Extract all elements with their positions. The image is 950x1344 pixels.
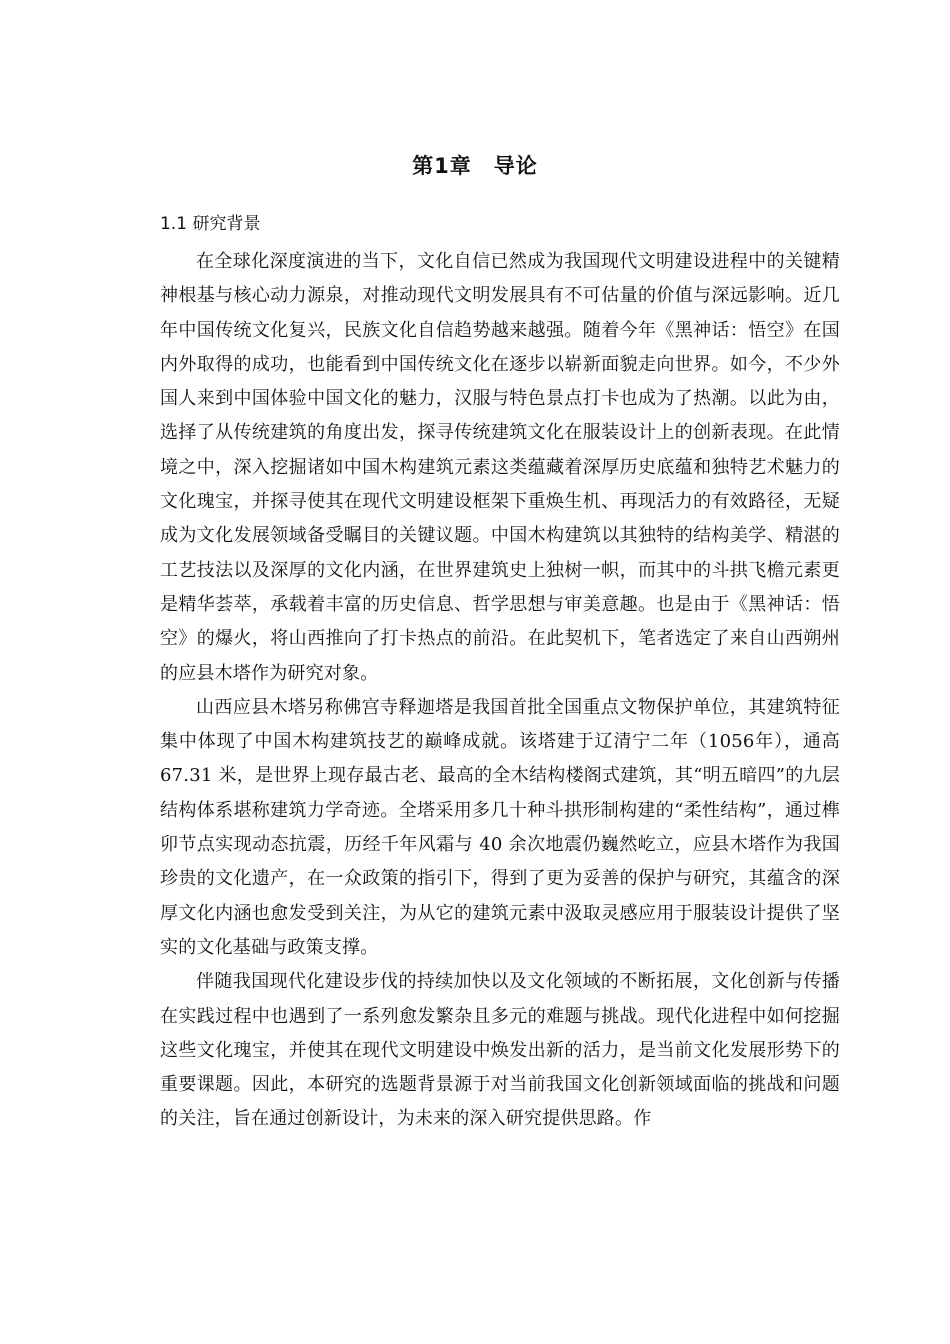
paragraph-1: 在全球化深度演进的当下，文化自信已然成为我国现代文明建设进程中的关键精神根基与核心动力源泉，对推动现代文明发展具有不可估量的价值与深远影响。近几年中国传统文化复兴，民族文化自信趋势越来越强。随着今年《黑神话：悟空》在国内外取得的成功，也能看到中国传统文化在逐步以崭新面貌走向世界。如今，不少外国人来到中国体验中国文化的魅力，汉服与特色景点打卡也成为了热潮。以此为由，选择了从传统建筑的角度出发，探寻传统建筑文化在服装设计上的创新表现。在此情境之中，深入挖掘诸如中国木构建筑元素这类蕴藏着深厚历史底蕴和独特艺术魅力的文化瑰宝，并探寻使其在现代文明建设框架下重焕生机、再现活力的有效路径，无疑成为文化发展领域备受瞩目的关键议题。中国木构建筑以其独特的结构美学、精湛的工艺技法以及深厚的文化内涵，在世界建筑史上独树一帜，而其中的斗拱飞檐元素更是精华荟萃，承载着丰富的历史信息、哲学思想与审美意趣。也是由于《黑神话：悟空》的爆火，将山西推向了打卡热点的前沿。在此契机下，笔者选定了来自山西朔州的应县木塔作为研究对象。 [160,251,840,684]
paragraph-2: 山西应县木塔另称佛宫寺释迦塔是我国首批全国重点文物保护单位，其建筑特征集中体现了中国木构建筑技艺的巅峰成就。该塔建于辽清宁二年（1056年），通高 67.31 米，是世界上现存最古老、最高的全木结构楼阁式建筑，其“明五暗四”的九层结构体系堪称建筑力学奇迹。全塔采用多几十种斗拱形制构建的“柔性结构”，通过榫卯节点实现动态抗震，历经千年风霜与 40 余次地震仍巍然屹立，应县木塔作为我国珍贵的文化遗产，在一众政策的指引下，得到了更为妥善的保护与研究，其蕴含的深厚文化内涵也愈发受到关注，为从它的建筑元素中汲取灵感应用于服装设计提供了坚实的文化基础与政策支撑。 [160,696,840,958]
body-text [160,245,840,1137]
paragraph-3: 伴随我国现代化建设步伐的持续加快以及文化领域的不断拓展，文化创新与传播在实践过程中也遇到了一系列愈发繁杂且多元的难题与挑战。现代化进程中如何挖掘这些文化瑰宝，并使其在现代文明建设中焕发出新的活力，是当前文化发展形势下的重要课题。因此，本研究的选题背景源于对当前我国文化创新领域面临的挑战和问题的关注，旨在通过创新设计，为未来的深入研究提供思路。作 [160,971,840,1130]
section-heading: 1.1 研究背景 [160,214,261,234]
chapter-title: 第1章 导论 [412,154,538,178]
